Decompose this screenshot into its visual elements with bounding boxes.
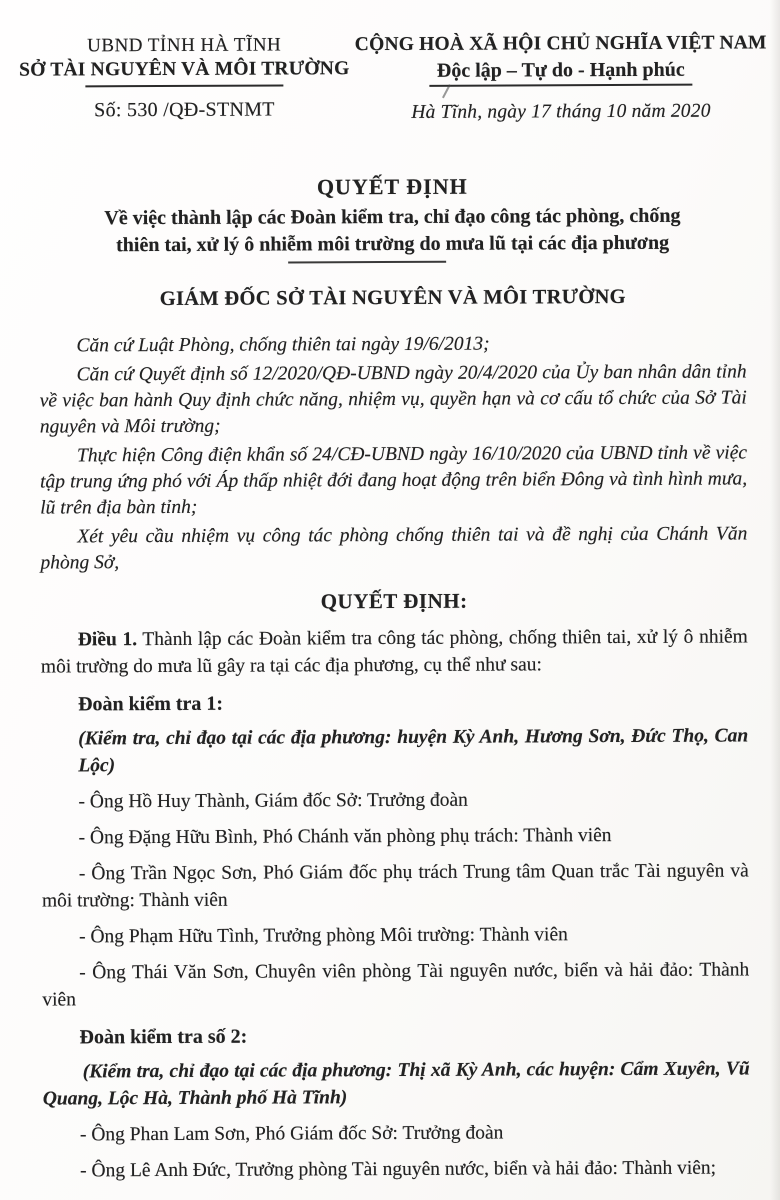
agency-name: SỞ TÀI NGUYÊN VÀ MÔI TRƯỜNG: [19, 58, 350, 81]
team-member: - Ông Trần Ngọc Sơn, Phó Giám đốc phụ trách Trung tâm Quan trắc Tài nguyên và môi trường: Thành viên: [41, 860, 749, 912]
team-member: - Ông Đặng Hữu Bình, Phó Chánh văn phòng phụ trách: Thành viên: [78, 825, 612, 849]
team-member: - Ông Lê Anh Đức, Trưởng phòng Tài nguyên nước, biển và hải đảo: Thành viên;: [80, 1157, 717, 1182]
document-subject: Về việc thành lập các Đoàn kiểm tra, chỉ đạo công tác phòng, chống thiên tai, xử lý ô nhiễm môi trường do mưa lũ tại các địa phương: [104, 204, 681, 257]
team-2-heading: Đoàn kiểm tra số 2:: [79, 1025, 248, 1049]
preamble-section: [39, 330, 747, 576]
team-member: - Ông Thái Văn Sơn, Chuyên viên phòng Tài nguyên nước, biển và hải đảo: Thành viên: [42, 959, 750, 1011]
place-date-line: Hà Tĩnh, ngày 17 tháng 10 năm 2020: [411, 100, 711, 123]
team-member: - Ông Hồ Huy Thành, Giám đốc Sở: Trưởng đoàn: [78, 789, 468, 813]
agency-name-underline: [85, 84, 283, 87]
subject-underline: [288, 261, 446, 264]
preamble-paragraph: Thực hiện Công điện khẩn số 24/CĐ-UBND ngày 16/10/2020 của UBND tỉnh về việc tập trung ứng phó với Áp thấp nhiệt đới đang hoạt động trên biển Đông và tình hình mưa, lũ trên địa bàn tỉnh;: [40, 442, 748, 519]
team-member: - Ông Phạm Hữu Tình, Trưởng phòng Môi trường: Thành viên: [79, 924, 568, 948]
team-member: - Ông Phan Lam Sơn, Phó Giám đốc Sở: Trưởng đoàn: [79, 1122, 504, 1146]
team-2-scope: (Kiểm tra, chỉ đạo tại các địa phương: Thị xã Kỳ Anh, các huyện: Cẩm Xuyên, Vũ Quang, Lộc Hà, Thành phố Hà Tĩnh): [42, 1058, 750, 1110]
inspection-team-1: [41, 690, 749, 1013]
national-motto-block: [353, 32, 768, 124]
decision-heading: QUYẾT ĐỊNH:: [320, 588, 468, 614]
preamble-paragraph: Căn cứ Quyết định số 12/2020/QĐ-UBND ngày 20/4/2020 của Ủy ban nhân dân tỉnh về việc ban hành Quy định chức năng, nhiệm vụ, quyền hạn và cơ cấu tổ chức của Sở Tài nguyên và Môi trường;: [39, 361, 747, 438]
preamble-paragraph: Căn cứ Luật Phòng, chống thiên tai ngày 19/6/2013;: [76, 333, 490, 357]
preamble-paragraph: Xét yêu cầu nhiệm vụ công tác phòng chống thiên tai và đề nghị của Chánh Văn phòng Sở,: [40, 523, 748, 574]
parent-agency-name: UBND TỈNH HÀ TĨNH: [87, 34, 282, 57]
document-header: [0, 0, 780, 126]
national-title: CỘNG HOÀ XÃ HỘI CHỦ NGHĨA VIỆT NAM: [354, 32, 767, 56]
article-1-text: Thành lập các Đoàn kiểm tra công tác phòng, chống thiên tai, xử lý ô nhiễm môi trường do mưa lũ gây ra tại các địa phương, cụ thể như sau:: [40, 626, 748, 678]
article-1-paragraph: [41, 623, 748, 680]
national-motto: Độc lập – Tự do - Hạnh phúc: [429, 58, 693, 87]
document-number: Số: 530 /QĐ-STNMT: [94, 98, 275, 122]
article-1-label: Điều 1.: [77, 629, 138, 651]
issuing-agency-block: [15, 34, 353, 125]
team-1-heading: Đoàn kiểm tra 1:: [78, 692, 224, 716]
inspection-team-2: [42, 1023, 750, 1184]
document-title: QUYẾT ĐỊNH: [316, 173, 468, 200]
document-body: [1, 172, 780, 1184]
team-1-scope: (Kiểm tra, chỉ đạo tại các địa phương: huyện Kỳ Anh, Hương Sơn, Đức Thọ, Can Lộc): [78, 725, 749, 777]
deciding-authority: GIÁM ĐỐC SỞ TÀI NGUYÊN VÀ MÔI TRƯỜNG: [159, 285, 626, 311]
